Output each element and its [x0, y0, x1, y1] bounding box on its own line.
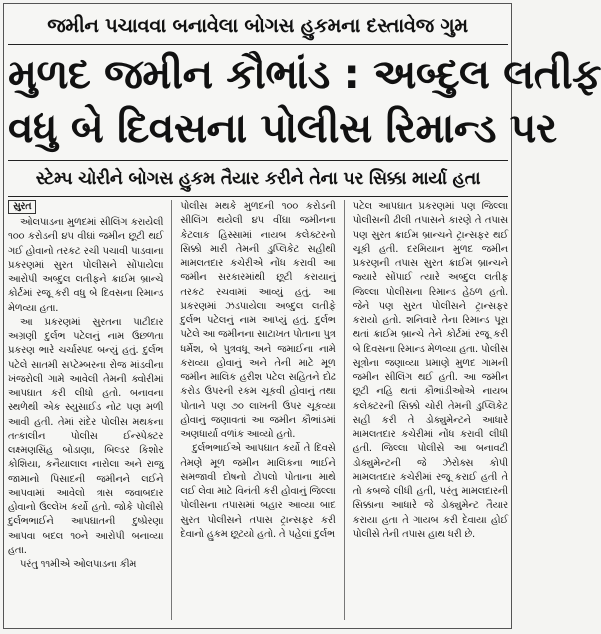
divider	[8, 44, 508, 45]
paragraph: દુર્લભભાઈએ આપઘાત કર્યો તે દિવસે તેમણે મૂળ જમીન માલિકના ભાઈને સમજાવી દોષનો ટોપલો પોતાના માથે લઈ લેવા માટે વિનંતી કરી હોવાનું જિલ્લા પોલીસના તપાસમાં બહાર આવ્યા બાદ સુરત પોલીસને તપાસ ટ્રાન્સફર કરી દેવાનો હુકમ છૂટયો હતો. તે પહેલાં દુર્લભ	[180, 443, 336, 540]
column-separator	[171, 200, 172, 620]
headline-line-1: મુળદ જમીન કૌભાંડ : અબ્દુલ લતીફ	[8, 50, 601, 98]
paragraph: પટેલ આપઘાત પ્રકરણમાં પણ જિલ્લા પોલીસની ઢીલી તપાસને કારણે તે તપાસ પણ સુરત ક્રાઈમ બ્રાન્ચને ટ્રાન્સફર થઈ ચૂકી હતી. દરમિયાન મુળદ જમીન પ્રકરણની તપાસ સુરત ક્રાઈમ બ્રાન્ચને જ્યારે સોંપાઈ ત્યારે અબ્દુલ લતીફ જિલ્લા પોલીસના રિમાન્ડ હેઠળ હતો. જેને પણ સુરત પોલીસને ટ્રાન્સફર કરાયો હતો. શનિવારે તેના રિમાન્ડ પૂરા થતાં ક્રાઈમ બ્રાન્ચે તેને કોર્ટમાં રજૂ કરી બે દિવસના રિમાન્ડ મેળવ્યા હતા. પોલીસ સૂત્રોના જણાવ્યા પ્રમાણે મુળદ ગામની જમીન સીલિંગ થઈ હતી. આ જમીન છૂટી નહિ થતાં કૌભાંડીઓએ નાયબ કલેક્ટરની સિક્કો ચોરી તેમની ડુપ્લિકેટ સહી કરી તે ડોક્યુમેન્ટને આધારે મામલતદાર કચેરીમાં નોંધ કરાવી લીધી હતી. જિલ્લા પોલીસે આ બનાવટી ડોક્યુમેન્ટની જે ઝેરોક્સ કોપી મામલતદાર કચેરીમાં રજૂ કરાઈ હતી તે તો કબજે લીધી હતી, પરંતુ મામલદારની સિક્કાના આધારે જે ડોક્યુમેન્ટ તૈયાર કરાયા હતા તે ગાયબ કરી દેવાયા હોઈ પોલીસે તેની તપાસ હાથ ધરી છે.	[352, 201, 508, 540]
paragraph: ઓલપાડના મુળદમાં સીલિંગ કરાયેલી ૧૦૦ કરોડની ૪૫ વીઘાં જમીન છૂટી થઈ ગઈ હોવાનો તરકટ રચી પચાવી પાડવાના પ્રકરણમાં સુરત પોલીસને સોંપાયેલા આરોપી અબ્દુલ લતીફને ક્રાઈમ બ્રાન્ચે કોર્ટમાં રજૂ કરી વધુ બે દિવસના રિમાન્ડ મેળવ્યા હતા.	[8, 217, 164, 314]
divider	[8, 160, 508, 161]
headline-line-2: વધુ બે દિવસના પોલીસ રિમાન્ડ પર	[8, 104, 557, 152]
column-2	[180, 200, 335, 620]
column-3	[353, 200, 508, 620]
paragraph: પરંતુ ૧૧મીએ ઓલપાડના કીમ	[20, 559, 137, 570]
subheadline: સ્ટેમ્પ ચોરીને બોગસ હુકમ તૈયાર કરીને તેના પર સિક્કા માર્યા હતા	[35, 169, 481, 189]
paragraph: આ પ્રકરણમાં સુરતના પાટીદાર અગ્રણી દુર્લભ પટેલનું નામ ઉછળતા પ્રકરણ ભારે ચર્ચાસ્પદ બન્યું હતું. દુર્લભ પટેલે સાતમી સપ્ટેમ્બરના રોજ માંડવીના ખંજરોલી ગામે આવેલી તેમની ક્વોરીમાં આપઘાત કરી લીધો હતો. બનાવના સ્થળેથી એક સ્યુસાઈડ નોટ પણ મળી આવી હતી. તેમાં રાંદેર પોલીસ મથકના તત્કાલીન પોલીસ ઈન્સ્પેક્ટર લક્ષ્મણસિંહ બોડાણા, બિલ્ડર કિશોર કોશિયા, કનૈયાલાલ નારોલા અને રાજુ જામાનો પિસાદની જમીનને લઈને આપવામાં આવેલો ત્રાસ જવાબદાર હોવાનો ઉલ્લેખ કર્યો હતો. જોકે પોલીસે દુર્લભભાઈને આપઘાતની દુષ્પ્રેરણા આપવા બદલ ૧૦ને આરોપી બનાવ્યા હતા.	[8, 316, 164, 556]
kicker: જમીન પચાવવા બનાવેલા બોગસ હુકમના દસ્તાવેજ ગુમ	[47, 14, 468, 37]
dateline: સુરત	[8, 200, 36, 214]
headline	[8, 48, 601, 156]
column-1	[8, 200, 163, 620]
paragraph: પોલીસ મથકે મુળદની ૧૦૦ કરોડની સીલિંગ થયેલી ૪૫ વીંઘા જમીનના કેટલાક હિસ્સામાં નાયબ કલેક્ટરનો સિક્કો મારી તેમની ડુપ્લિકેટ સહીથી મામલતદાર કચેરીએ નોંધ કરાવી આ જમીન સરકારમાંથી છૂટી કરાયાનું તરકટ રચવામાં આવ્યું હતું. આ પ્રકરણમાં ઝડપાયેલા અબ્દુલ લતીફે દુર્લભ પટેલનું નામ આપ્યું હતું. દુર્લભ પટેલે આ જમીનના સાટાખત પોતાના પુત્ર ધર્મેશ, બે પુત્રવધૂ અને જમાઈના નામે કરાવ્યા હોવાનું અને તેની માટે મૂળ જમીન માલિક હરીશ પટેલ સહિતને દોઢ કરોડ ઉપરની રકમ ચૂકવી હોવાનું તથા પોતાને પણ ૭૦ લાખની ઉપર ચૂકવ્યા હોવાનું જણાવતાં આ જમીન કૌભાંડમાં અણધાર્યા વળાંક આવ્યો હતો.	[180, 201, 336, 440]
column-separator	[344, 200, 345, 620]
divider	[8, 196, 508, 197]
article-body	[8, 200, 508, 620]
